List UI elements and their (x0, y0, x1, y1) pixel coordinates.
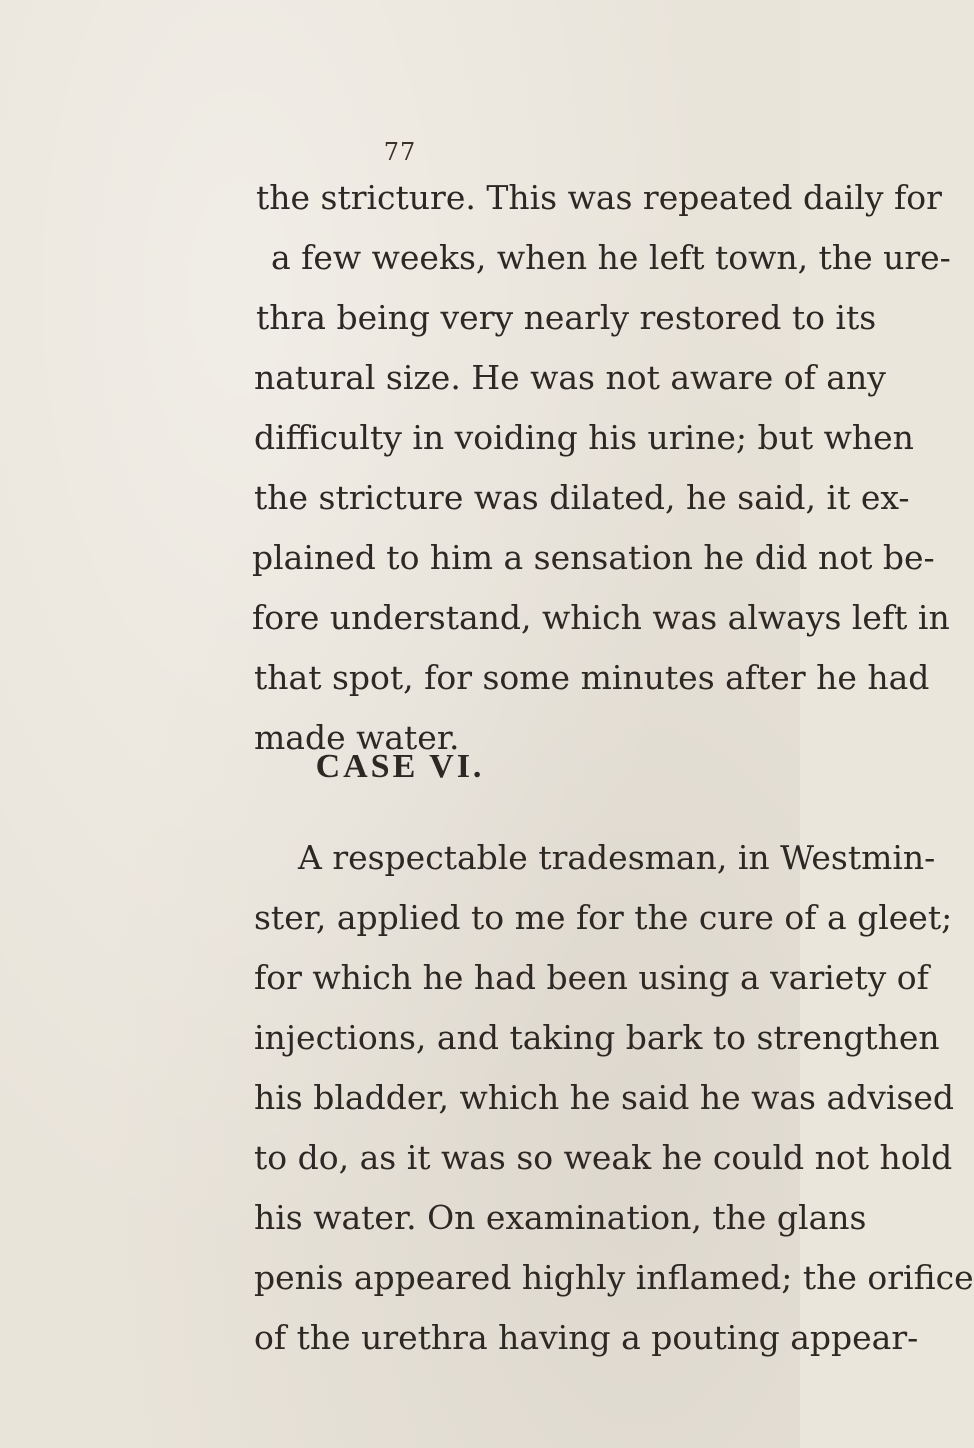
text-line: ster, applied to me for the cure of a gleet; (254, 898, 953, 937)
text-line: a few weeks, when he left town, the ure- (271, 238, 951, 277)
text-line: of the urethra having a pouting appear- (254, 1318, 919, 1357)
text-line: for which he had been using a variety of (254, 958, 929, 997)
text-line: natural size. He was not aware of any (254, 358, 886, 397)
text-line: fore understand, which was always left in (252, 598, 950, 637)
text-line: his water. On examination, the glans (254, 1198, 867, 1237)
text-line: injections, and taking bark to strengthen (254, 1018, 940, 1057)
text-line: penis appeared highly inflamed; the orifice (254, 1258, 974, 1297)
text-line: made water. (254, 718, 460, 757)
text-line: thra being very nearly restored to its (256, 298, 877, 337)
case-heading: CASE VI. (315, 748, 485, 785)
text-line: the stricture. This was repeated daily for (256, 178, 942, 217)
text-line: to do, as it was so weak he could not hold (254, 1138, 953, 1177)
text-line: A respectable tradesman, in Westmin- (298, 838, 936, 877)
text-line: difficulty in voiding his urine; but when (254, 418, 914, 457)
text-line: his bladder, which he said he was advised (254, 1078, 955, 1117)
page-number: 77 (383, 138, 417, 166)
text-line: that spot, for some minutes after he had (254, 658, 930, 697)
text-line: the stricture was dilated, he said, it ex- (254, 478, 910, 517)
text-line: plained to him a sensation he did not be- (252, 538, 935, 577)
